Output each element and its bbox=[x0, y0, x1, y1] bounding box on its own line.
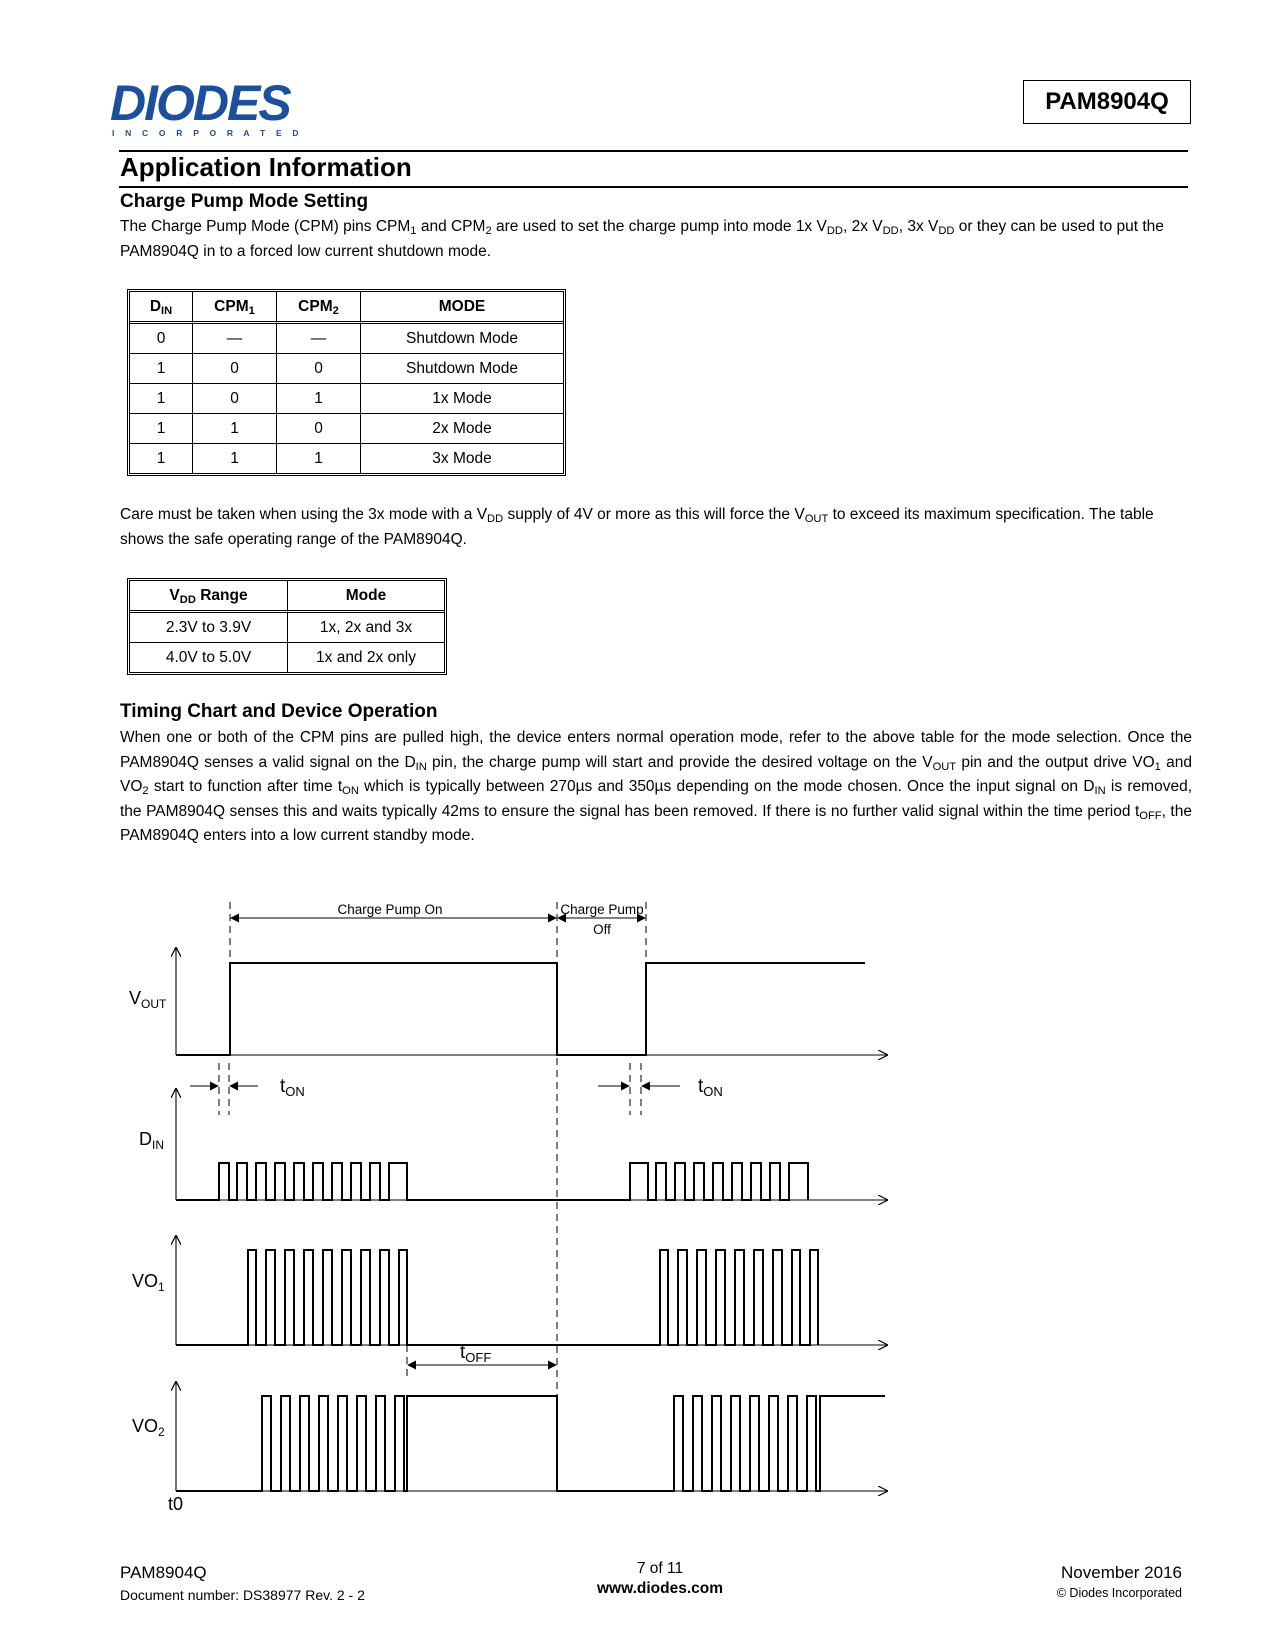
table-row: 1 0 0 Shutdown Mode bbox=[130, 354, 563, 384]
footer-doc-number: Document number: DS38977 Rev. 2 - 2 bbox=[120, 1587, 365, 1603]
label-t0: t0 bbox=[168, 1494, 184, 1514]
title-rule bbox=[119, 186, 1188, 188]
footer-copyright: © Diodes Incorporated bbox=[1056, 1586, 1182, 1600]
col-mode: MODE bbox=[361, 292, 563, 324]
din-waveform bbox=[176, 1163, 808, 1200]
table-row: 4.0V to 5.0V 1x and 2x only bbox=[130, 643, 444, 672]
label-vo2: $VO_2$ bbox=[132, 1416, 165, 1439]
cpm-mode-table bbox=[127, 289, 566, 476]
part-number-box bbox=[1023, 80, 1191, 124]
cpm-intro: The Charge Pump Mode (CPM) pins $CPM_1$ and $CPM_2$ are used to set the charge pump into mode 1x $V_{DD}$, 2x $V_{DD}$, 3x $V_{DD}$ or they can be used to put the PAM8904Q in to a forced low current shutdown mode. bbox=[120, 218, 1164, 260]
diodes-logo bbox=[110, 80, 340, 140]
footer-date: November 2016 bbox=[1061, 1563, 1182, 1582]
col-cpm1: $CPM_1$ bbox=[193, 292, 277, 324]
cpm-heading: Charge Pump Mode Setting bbox=[120, 191, 369, 212]
col-din: $D_{IN}$ bbox=[130, 292, 193, 324]
footer-part: PAM8904Q bbox=[120, 1563, 207, 1582]
logo-subtext: I N C O R P O R A T E D bbox=[112, 128, 303, 138]
caution-paragraph: Care must be taken when using the 3x mode with a $V_{DD}$ supply of 4V or more as this will force the $V_{OUT}$ to exceed its maximum specification. The table shows the safe operating range of the PAM8904Q. bbox=[120, 506, 1154, 548]
ton1-label: $t_{ON}$ bbox=[280, 1076, 305, 1099]
vout-waveform bbox=[176, 963, 865, 1055]
col-vdd-range: $V_{DD}$ Range bbox=[130, 581, 288, 613]
logo-wordmark: DIODES bbox=[110, 80, 290, 131]
table-header-row bbox=[130, 581, 444, 613]
footer-page: 7 of 11 bbox=[636, 1560, 684, 1577]
ton2-label: $t_{ON}$ bbox=[698, 1076, 723, 1099]
vo2-waveform bbox=[176, 1396, 885, 1491]
vo1-waveform bbox=[176, 1250, 818, 1345]
part-number: PAM8904Q bbox=[1045, 88, 1169, 115]
charge-pump-off-label-2: Off bbox=[593, 922, 611, 937]
table-header-row bbox=[130, 292, 563, 324]
toff-label: $t_{OFF}$ bbox=[460, 1342, 492, 1365]
vdd-range-table bbox=[127, 578, 447, 675]
footer-website[interactable]: www.diodes.com bbox=[596, 1580, 724, 1597]
axes bbox=[176, 947, 888, 1491]
table-row: 0 — — Shutdown Mode bbox=[130, 324, 563, 354]
timing-diagram bbox=[0, 880, 1275, 1530]
label-vo1: $VO_1$ bbox=[132, 1271, 165, 1294]
col-cpm2: $CPM_2$ bbox=[277, 292, 361, 324]
timing-heading: Timing Chart and Device Operation bbox=[120, 701, 438, 722]
col-range-mode: Mode bbox=[288, 581, 444, 613]
charge-pump-off-label: Charge Pump bbox=[560, 902, 644, 917]
table-row: 2.3V to 3.9V 1x, 2x and 3x bbox=[130, 613, 444, 643]
table-row: 1 1 1 3x Mode bbox=[130, 444, 563, 473]
section-title: Application Information bbox=[120, 152, 412, 182]
table-row: 1 1 0 2x Mode bbox=[130, 414, 563, 444]
guide-lines bbox=[219, 902, 646, 1400]
timing-paragraph: When one or both of the CPM pins are pulled high, the device enters normal operation mode, refer to the above table for the mode selection. Once the PAM8904Q senses a valid signal on the $D_{IN}$ pin, the charge pump will start and provide the desired voltage on the $V_{OUT}$ pin and the output drive $VO_1$ and $VO_2$ start to function after time $t_{ON}$ which is typically between 270µs and 350µs depending on the mode chosen. Once the input signal on $D_{IN}$ is removed, the PAM8904Q senses this and waits typically 42ms to ensure the signal has been removed. If there is no further valid signal within the time period $t_{OFF}$, the PAM8904Q enters into a low current standby mode. bbox=[120, 729, 1193, 844]
label-vout: $V_{OUT}$ bbox=[129, 988, 167, 1011]
table-row: 1 0 1 1x Mode bbox=[130, 384, 563, 414]
label-din: $D_{IN}$ bbox=[139, 1129, 164, 1152]
charge-pump-on-label: Charge Pump On bbox=[337, 902, 443, 917]
